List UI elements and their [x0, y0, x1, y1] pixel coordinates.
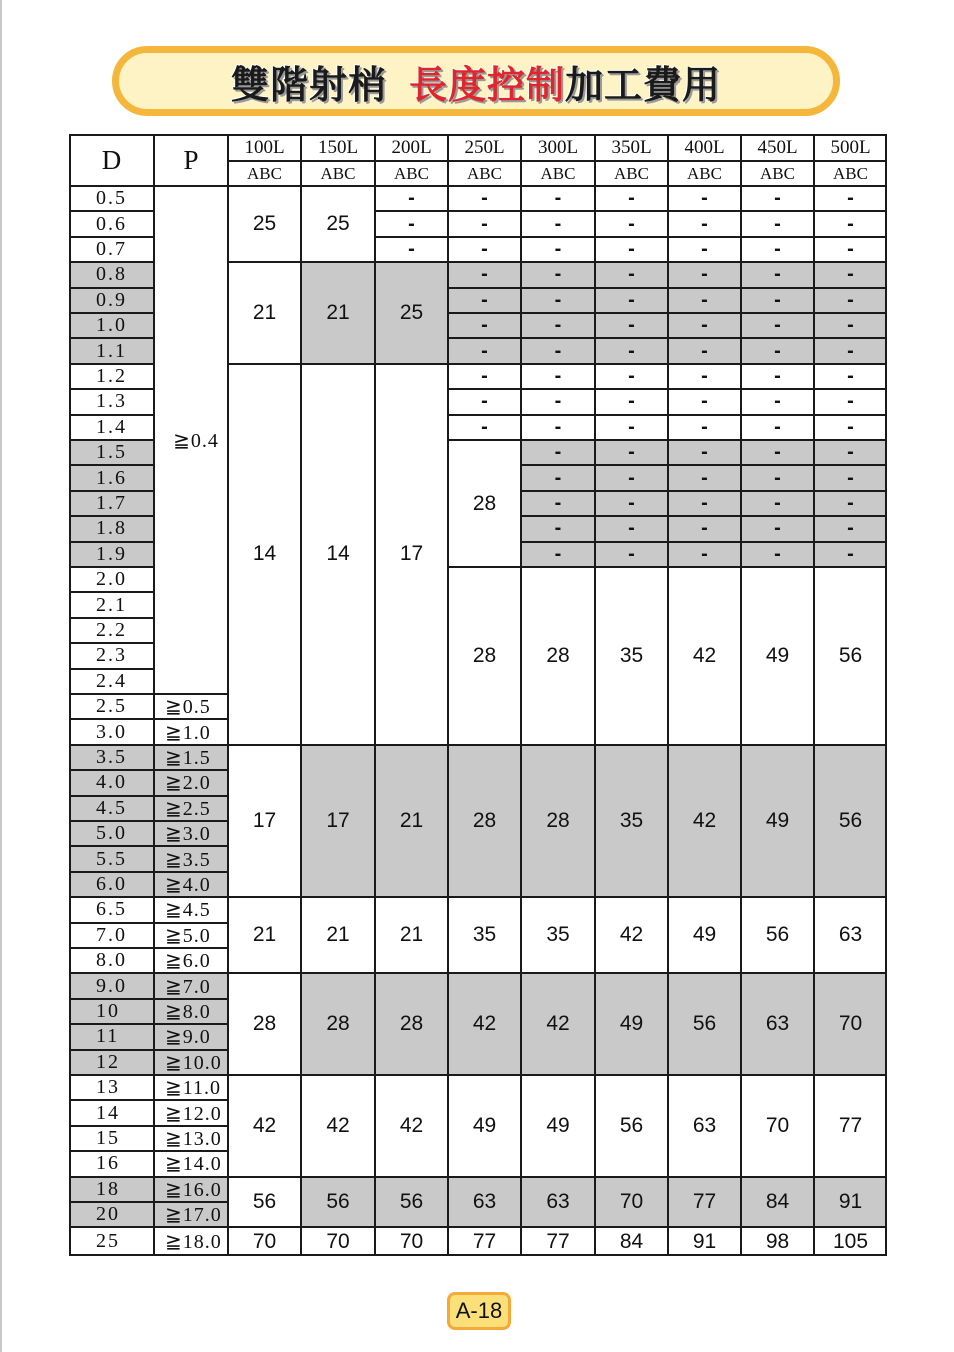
price-cell: 63	[668, 1075, 741, 1177]
p-value: ≧4.0	[154, 872, 228, 897]
d-value: 1.4	[69, 415, 154, 440]
dash-cell: -	[814, 516, 887, 541]
price-cell: 35	[521, 897, 595, 973]
p-value: ≧2.5	[154, 796, 228, 821]
header-length-200L: 200L	[375, 134, 448, 161]
d-value: 15	[69, 1126, 154, 1151]
d-value: 13	[69, 1075, 154, 1100]
price-cell: 42	[668, 745, 741, 897]
dash-cell: -	[375, 186, 448, 211]
p-value: ≧16.0	[154, 1177, 228, 1202]
dash-cell: -	[521, 542, 595, 567]
header-length-250L: 250L	[448, 134, 521, 161]
dash-cell: -	[448, 288, 521, 313]
price-cell: 42	[521, 973, 595, 1075]
d-value: 14	[69, 1100, 154, 1125]
d-value: 7.0	[69, 923, 154, 948]
dash-cell: -	[814, 491, 887, 516]
dash-cell: -	[741, 237, 814, 262]
dash-cell: -	[814, 542, 887, 567]
d-value: 10	[69, 999, 154, 1024]
d-value: 8.0	[69, 948, 154, 973]
d-value: 0.9	[69, 288, 154, 313]
price-cell: 28	[521, 745, 595, 897]
dash-cell: -	[741, 364, 814, 389]
dash-cell: -	[521, 389, 595, 414]
dash-cell: -	[521, 465, 595, 490]
dash-cell: -	[668, 389, 741, 414]
price-cell: 70	[741, 1075, 814, 1177]
header-p: P	[154, 134, 228, 186]
price-cell: 25	[301, 186, 375, 262]
price-cell: 21	[375, 745, 448, 897]
page-number-badge: A-18	[447, 1292, 511, 1330]
dash-cell: -	[595, 465, 668, 490]
dash-cell: -	[595, 440, 668, 465]
price-cell: 77	[521, 1227, 595, 1256]
d-value: 0.7	[69, 237, 154, 262]
price-cell: 77	[814, 1075, 887, 1177]
dash-cell: -	[521, 288, 595, 313]
d-value: 1.1	[69, 338, 154, 363]
dash-cell: -	[521, 211, 595, 236]
dash-cell: -	[668, 440, 741, 465]
price-cell: 49	[741, 567, 814, 745]
d-value: 1.5	[69, 440, 154, 465]
dash-cell: -	[668, 465, 741, 490]
dash-cell: -	[448, 211, 521, 236]
p-value: ≧13.0	[154, 1126, 228, 1151]
dash-cell: -	[741, 415, 814, 440]
header-length-450L: 450L	[741, 134, 814, 161]
price-cell: 42	[668, 567, 741, 745]
p-value: ≧11.0	[154, 1075, 228, 1100]
dash-cell: -	[375, 237, 448, 262]
dash-cell: -	[448, 186, 521, 211]
d-value: 5.5	[69, 846, 154, 871]
price-cell: 35	[595, 745, 668, 897]
dash-cell: -	[521, 313, 595, 338]
price-cell: 63	[814, 897, 887, 973]
title-part-3: 加工費用	[565, 62, 722, 107]
dash-cell: -	[521, 237, 595, 262]
price-cell: 56	[741, 897, 814, 973]
header-abc: ABC	[228, 161, 301, 186]
price-cell: 28	[375, 973, 448, 1075]
price-cell: 77	[448, 1227, 521, 1256]
p-value: ≧14.0	[154, 1151, 228, 1176]
d-value: 25	[69, 1227, 154, 1256]
p-value: ≧2.0	[154, 770, 228, 795]
price-cell: 28	[301, 973, 375, 1075]
dash-cell: -	[595, 516, 668, 541]
price-cell: 17	[301, 745, 375, 897]
dash-cell: -	[668, 364, 741, 389]
price-cell: 70	[595, 1177, 668, 1228]
price-cell: 70	[301, 1227, 375, 1256]
d-value: 4.5	[69, 796, 154, 821]
price-cell: 49	[595, 973, 668, 1075]
header-abc: ABC	[301, 161, 375, 186]
d-value: 16	[69, 1151, 154, 1176]
dash-cell: -	[741, 440, 814, 465]
d-value: 2.1	[69, 592, 154, 617]
d-value: 5.0	[69, 821, 154, 846]
header-length-400L: 400L	[668, 134, 741, 161]
price-cell: 42	[301, 1075, 375, 1177]
d-value: 4.0	[69, 770, 154, 795]
dash-cell: -	[595, 186, 668, 211]
dash-cell: -	[521, 338, 595, 363]
d-value: 11	[69, 1024, 154, 1049]
dash-cell: -	[741, 542, 814, 567]
dash-cell: -	[814, 338, 887, 363]
price-cell: 25	[375, 262, 448, 364]
price-cell: 28	[448, 567, 521, 745]
dash-cell: -	[595, 262, 668, 287]
dash-cell: -	[521, 186, 595, 211]
p-value: ≧6.0	[154, 948, 228, 973]
header-d: D	[69, 134, 154, 186]
price-cell: 42	[228, 1075, 301, 1177]
dash-cell: -	[448, 415, 521, 440]
d-value: 2.4	[69, 669, 154, 694]
price-cell: 21	[301, 897, 375, 973]
dash-cell: -	[814, 440, 887, 465]
price-cell: 14	[301, 364, 375, 745]
dash-cell: -	[741, 211, 814, 236]
dash-cell: -	[668, 415, 741, 440]
price-cell: 21	[228, 897, 301, 973]
header-abc: ABC	[741, 161, 814, 186]
dash-cell: -	[595, 237, 668, 262]
p-value: ≧0.4	[154, 186, 228, 694]
price-cell: 56	[814, 745, 887, 897]
dash-cell: -	[448, 237, 521, 262]
d-value: 1.8	[69, 516, 154, 541]
price-cell: 91	[814, 1177, 887, 1228]
dash-cell: -	[668, 491, 741, 516]
dash-cell: -	[668, 262, 741, 287]
dash-cell: -	[741, 491, 814, 516]
price-cell: 56	[375, 1177, 448, 1228]
price-cell: 63	[521, 1177, 595, 1228]
dash-cell: -	[814, 465, 887, 490]
header-abc: ABC	[595, 161, 668, 186]
price-cell: 42	[375, 1075, 448, 1177]
p-value: ≧10.0	[154, 1050, 228, 1075]
d-value: 18	[69, 1177, 154, 1202]
dash-cell: -	[668, 237, 741, 262]
price-cell: 56	[301, 1177, 375, 1228]
price-cell: 91	[668, 1227, 741, 1256]
price-cell: 49	[668, 897, 741, 973]
p-value: ≧3.0	[154, 821, 228, 846]
price-cell: 70	[228, 1227, 301, 1256]
dash-cell: -	[668, 542, 741, 567]
header-length-500L: 500L	[814, 134, 887, 161]
dash-cell: -	[595, 313, 668, 338]
price-cell: 42	[448, 973, 521, 1075]
header-length-150L: 150L	[301, 134, 375, 161]
dash-cell: -	[375, 211, 448, 236]
dash-cell: -	[448, 262, 521, 287]
dash-cell: -	[741, 313, 814, 338]
price-cell: 21	[228, 262, 301, 364]
dash-cell: -	[814, 211, 887, 236]
header-abc: ABC	[448, 161, 521, 186]
header-abc: ABC	[521, 161, 595, 186]
price-cell: 35	[448, 897, 521, 973]
header-abc: ABC	[814, 161, 887, 186]
d-value: 1.2	[69, 364, 154, 389]
d-value: 0.5	[69, 186, 154, 211]
price-cell: 70	[814, 973, 887, 1075]
dash-cell: -	[595, 288, 668, 313]
header-length-100L: 100L	[228, 134, 301, 161]
dash-cell: -	[521, 440, 595, 465]
p-value: ≧7.0	[154, 973, 228, 998]
price-cell: 21	[375, 897, 448, 973]
dash-cell: -	[595, 415, 668, 440]
price-cell: 56	[228, 1177, 301, 1228]
dash-cell: -	[595, 542, 668, 567]
d-value: 1.9	[69, 542, 154, 567]
dash-cell: -	[521, 364, 595, 389]
p-value: ≧4.5	[154, 897, 228, 922]
price-cell: 105	[814, 1227, 887, 1256]
d-value: 3.0	[69, 719, 154, 744]
price-cell: 63	[741, 973, 814, 1075]
price-cell: 14	[228, 364, 301, 745]
price-cell: 25	[228, 186, 301, 262]
price-cell: 35	[595, 567, 668, 745]
d-value: 9.0	[69, 973, 154, 998]
dash-cell: -	[521, 415, 595, 440]
d-value: 2.3	[69, 643, 154, 668]
d-value: 20	[69, 1202, 154, 1227]
dash-cell: -	[668, 313, 741, 338]
p-value: ≧8.0	[154, 999, 228, 1024]
dash-cell: -	[741, 288, 814, 313]
dash-cell: -	[448, 313, 521, 338]
price-cell: 21	[301, 262, 375, 364]
d-value: 1.6	[69, 465, 154, 490]
price-cell: 56	[814, 567, 887, 745]
dash-cell: -	[668, 186, 741, 211]
d-value: 1.7	[69, 491, 154, 516]
d-value: 12	[69, 1050, 154, 1075]
price-cell: 56	[668, 973, 741, 1075]
dash-cell: -	[595, 364, 668, 389]
price-cell: 56	[595, 1075, 668, 1177]
dash-cell: -	[741, 389, 814, 414]
dash-cell: -	[668, 288, 741, 313]
dash-cell: -	[814, 262, 887, 287]
p-value: ≧18.0	[154, 1227, 228, 1256]
price-cell: 49	[448, 1075, 521, 1177]
price-cell: 28	[448, 745, 521, 897]
price-cell: 98	[741, 1227, 814, 1256]
header-length-300L: 300L	[521, 134, 595, 161]
p-value: ≧9.0	[154, 1024, 228, 1049]
price-cell: 84	[741, 1177, 814, 1228]
d-value: 1.0	[69, 313, 154, 338]
price-cell: 49	[521, 1075, 595, 1177]
header-abc: ABC	[375, 161, 448, 186]
dash-cell: -	[741, 516, 814, 541]
price-cell: 70	[375, 1227, 448, 1256]
dash-cell: -	[448, 389, 521, 414]
dash-cell: -	[521, 516, 595, 541]
price-cell: 77	[668, 1177, 741, 1228]
dash-cell: -	[668, 516, 741, 541]
price-cell: 28	[521, 567, 595, 745]
d-value: 3.5	[69, 745, 154, 770]
price-cell: 42	[595, 897, 668, 973]
p-value: ≧5.0	[154, 923, 228, 948]
dash-cell: -	[814, 364, 887, 389]
price-cell: 17	[375, 364, 448, 745]
d-value: 0.6	[69, 211, 154, 236]
dash-cell: -	[814, 237, 887, 262]
header-abc: ABC	[668, 161, 741, 186]
price-cell: 28	[448, 440, 521, 567]
d-value: 2.2	[69, 618, 154, 643]
dash-cell: -	[521, 491, 595, 516]
dash-cell: -	[448, 364, 521, 389]
p-value: ≧1.5	[154, 745, 228, 770]
d-value: 6.5	[69, 897, 154, 922]
p-value: ≧1.0	[154, 719, 228, 744]
p-value: ≧12.0	[154, 1100, 228, 1125]
dash-cell: -	[741, 186, 814, 211]
dash-cell: -	[448, 338, 521, 363]
dash-cell: -	[741, 465, 814, 490]
price-cell: 17	[228, 745, 301, 897]
dash-cell: -	[814, 389, 887, 414]
title-part-2: 長度控制	[408, 62, 565, 107]
title-part-1: 雙階射梢	[230, 62, 387, 107]
dash-cell: -	[595, 338, 668, 363]
d-value: 1.3	[69, 389, 154, 414]
d-value: 0.8	[69, 262, 154, 287]
dash-cell: -	[814, 415, 887, 440]
dash-cell: -	[741, 338, 814, 363]
dash-cell: -	[595, 491, 668, 516]
dash-cell: -	[668, 211, 741, 236]
price-cell: 49	[741, 745, 814, 897]
p-value: ≧17.0	[154, 1202, 228, 1227]
d-value: 2.5	[69, 694, 154, 719]
p-value: ≧0.5	[154, 694, 228, 719]
header-length-350L: 350L	[595, 134, 668, 161]
price-cell: 28	[228, 973, 301, 1075]
dash-cell: -	[521, 262, 595, 287]
dash-cell: -	[814, 313, 887, 338]
dash-cell: -	[814, 186, 887, 211]
dash-cell: -	[741, 262, 814, 287]
d-value: 6.0	[69, 872, 154, 897]
dash-cell: -	[595, 389, 668, 414]
p-value: ≧3.5	[154, 846, 228, 871]
dash-cell: -	[668, 338, 741, 363]
price-cell: 84	[595, 1227, 668, 1256]
price-cell: 63	[448, 1177, 521, 1228]
d-value: 2.0	[69, 567, 154, 592]
dash-cell: -	[814, 288, 887, 313]
dash-cell: -	[595, 211, 668, 236]
